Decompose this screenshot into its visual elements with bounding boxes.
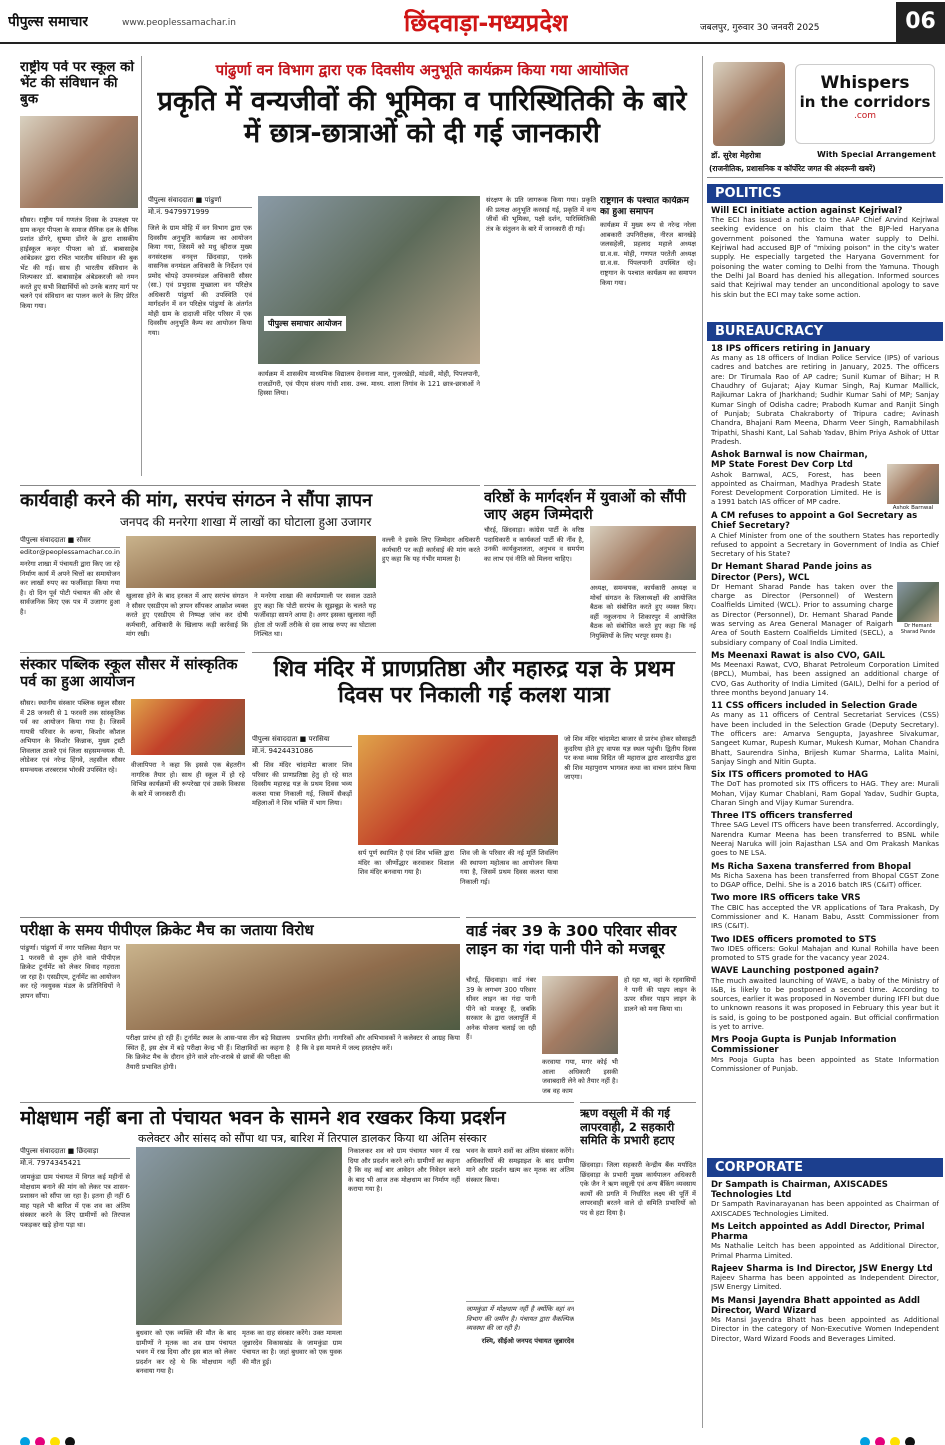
side-heading: राष्ट्रगान के पश्चात कार्यक्रम का हुआ समापन xyxy=(600,196,689,217)
sarpanch-text-2: खुलासा होने के बाद हरकत में आए सरपंच संगठन ने सौसर एसडीएम को ज्ञापन सौंपकर आक्रोश व्यक्त करते हुए एसडीएम से निष्पक्ष जांच कर दोषी कर्मचारी, अधिकारी के खिलाफ कड़ी कार्रवाई कि मांग रखी। xyxy=(126,592,248,639)
place: सौसर xyxy=(76,536,91,544)
place: परासिया xyxy=(308,735,330,743)
item-heading: Ms Richa Saxena transferred from Bhopal xyxy=(711,861,911,872)
lead-text-2: कार्यक्रम में शासकीय माध्यमिक विद्यालय देवनाला माल, गुजरखेड़ी, मांडवी, मोही, पिपलपानी, राजडोंगरी, एवं पीएम संजय गांधी शास. उच्च. माध्य. शाला तिगांव के 121 छात्र-छात्राओं ने हिस्सा लिया। xyxy=(258,370,480,398)
headline: परीक्षा के समय पीपीएल क्रिकेट मैच का जताया विरोध xyxy=(20,921,314,939)
article-constitution-book xyxy=(20,60,138,480)
headline: संस्कार पब्लिक स्कूल सौसर में सांस्कृतिक पर्व का हुआ आयोजन xyxy=(20,657,238,691)
item-heading: Two IDES officers promoted to STS xyxy=(711,934,877,945)
kicker: पांढुर्णा वन विभाग द्वारा एक दिवसीय अनुभूति कार्यक्रम किया गया आयोजित xyxy=(215,62,629,79)
headline: वरिष्ठों के मार्गदर्शन में युवाओं को सौंपी जाए अहम जिम्मेदारी xyxy=(484,490,686,524)
byline: पीपुल्स संवाददाता xyxy=(20,1147,66,1155)
phone: मो.नं. 9479971999 xyxy=(148,208,210,216)
item-body: Two IDES officers: Gokul Mahajan and Kunal Rohilla have been promoted to STS grade for the vacancy year 2024. xyxy=(711,944,939,963)
column-rule xyxy=(702,56,703,1428)
shiv-text-4: शिव जी के परिवार की नई मूर्ति शिवलिंग की स्थापना महोत्सव का आयोजन किया गया है, जिसमें प्रथम दिवस कलश यात्रा निकाली गई। xyxy=(460,849,558,886)
cremation-text-3: मृतक का दाह संस्कार करेंगे। उक्त मामला जुन्नारदेव विकासखंड के जामकुंडा ग्राम पंचायत का है। जहां बुधवार को एक युवक की मौत हुई। xyxy=(242,1329,342,1366)
portrait-caption: Dr Hemant Sharad Pande xyxy=(900,623,936,636)
byline-block: पीपुल्स संवाददाता ■ छिंदवाड़ा मो.नं. 7974345421 xyxy=(20,1147,130,1168)
side-text: कार्यक्रम में मुख्य रूप से नरेन्द्र नरेला आबकारी उपनिरीक्षक, नीरज बानखेड़े जलसहेली, प्रहलाद महाले अध्यक्ष ग्रा.व.स. मोही, गणपत परतेती अध्यक्ष ग्रा.व.स. पिंपलपानी उपस्थित रहे। राष्ट्रगान के पश्चात कार्यक्रम का समापन किया गया। xyxy=(600,221,696,287)
cyan-dot xyxy=(860,1437,870,1445)
protest-text-1: पांढुर्णा। पांढुर्णा में नगर पालिका मैदान पर 1 फरवरी से शुरू होने वाले पीपीएल क्रिकेट टूर्नामेंट को लेकर विवाद गहराता जा रहा है। एसडीएम, टूर्नामेंट का आयोजन कर रहे नवयुवक मंडल के प्रतिनिधियों ने ज्ञापन सौंपा। xyxy=(20,944,120,1000)
lead-photo xyxy=(258,196,480,364)
item-heading: Ashok Barnwal is now Chairman, MP State Forest Dev Corp Ltd xyxy=(711,450,868,471)
item-body: Dr Sampath Ravinarayanan has been appointed as Chairman of AXISCADES Technologies Limited. xyxy=(711,1200,939,1218)
column-rule xyxy=(141,56,142,476)
article-shiv-temple xyxy=(252,652,696,910)
protest-text-2: परीक्षा प्रारंभ हो रही हैं। टूर्नामेंट स्थल के आस-पास तीन बड़े विद्यालय स्थित हैं, इस क्षेत्र में बड़े परीक्षा केन्द्र भी हैं। शिक्षाविदों का कहना है कि क्रिकेट मैच के दौरान होने वाले शोर-शराबे से छात्रों की परीक्षा की तैयारी प्रभावित होगी। xyxy=(126,1034,290,1071)
article-youth xyxy=(484,485,696,645)
article-loan xyxy=(580,1102,696,1424)
article-sarpanch xyxy=(20,485,480,645)
byline-block: पीपुल्स संवाददाता ■ पांढुर्णा मो.नं. 9479971999 xyxy=(148,196,252,217)
portrait-caption: Ashok Barnwal xyxy=(892,505,934,512)
shiv-text-5: जो शिव मंदिर चांदामेटा बाजार से प्रारंभ होकर सोसाइटी कुदरिया होते हुए वापस यज्ञ स्थल पहुंची। द्वितीय दिवस पर कथा व्यास विदित जी महाराज द्वारा शारदापीठ द्वारा श्री शिव महापुराण भागवत कथा का वाचन प्रारंभ किया जाएगा। xyxy=(564,735,696,782)
quote-attribution: रश्मि, सीईओ जनपद पंचायत जुन्नारदेव xyxy=(481,1336,574,1345)
quote-box xyxy=(466,1301,574,1424)
youth-text-2: अध्यक्ष, समन्वयक, कार्यकारी अध्यक्ष व मोर्चा संगठन के जिलाध्यक्षों की आयोजित बैठक को संबोधित करते हुए व्यक्त किए। वहीं नकुलनाथ ने शिकारपुर में आयोजित बैठक को संबोधित करते हुए कहा कि नई नियुक्तियों के लिए भरपूर समय है। xyxy=(590,584,696,640)
item-heading: 18 IPS officers retiring in January xyxy=(711,344,871,354)
item-body: Three SAG Level ITS officers have been transferred. Accordingly, Narendra Kumar Meena has been transferred to BSNL while Neeraj Naruka will join Rajasthan LSA and Om Prakash Mankas goes to NE LSA. xyxy=(711,821,939,858)
headline: ऋण वसूली में की गई लापरवाही, 2 सहकारी समिति के प्रभारी हटाए xyxy=(580,1106,675,1148)
shiv-text-2: श्री शिव मंदिर चांदामेटा बाजार शिव परिवार की प्राणप्रतिष्ठा हेतु हो रहे सात दिवसीय महारुद्र यज्ञ के प्रथम दिवस भव्य कलश यात्रा निकाली गई, जिसमें सैकड़ों महिलाओं ने शिव भक्ति में भाग लिया। xyxy=(252,761,352,808)
byline: पीपुल्स संवाददाता xyxy=(252,735,298,743)
youth-photo xyxy=(590,526,696,580)
portrait-photo xyxy=(897,582,939,622)
author-photo xyxy=(713,62,785,146)
section-title: छिंदवाड़ा-मध्यप्रदेश xyxy=(404,9,569,37)
article-ward-sewer xyxy=(466,917,696,1095)
item-body: Ms Meenaxi Rawat, CVO, Bharat Petroleum Corporation Limited (BPCL), Mumbai, has been assigned an additional charge of CVO, Gas Authority of India Limited (GAIL), Delhi for a period of three months beyond January 14. xyxy=(711,661,939,697)
item-heading: WAVE Launching postponed again? xyxy=(711,966,879,977)
bureaucracy-band: BUREAUCRACY xyxy=(707,322,943,341)
masthead: पीपुल्स समाचार xyxy=(8,14,89,30)
item-heading: Rajeev Sharma is Ind Director, JSW Energy Ltd xyxy=(711,1263,933,1274)
sanskar-text-cont: वीजापिपरा ने कहा कि इससे एक बेहतरीन नागरिक तैयार हो। साथ ही स्कूल में हो रहे विभिन्न कार्यक्रमों की रूपरेखा एवं उसके विकास के बारे में जानकारी दी। xyxy=(131,761,245,798)
ward-text-2: करवाया गया, मगर कोई भी आला अधिकारी इसकी जवाबदारी लेने को तैयार नहीं है। जब वह काम xyxy=(542,1058,618,1095)
phone: मो.नं. 9424431086 xyxy=(252,747,314,755)
black-dot xyxy=(65,1437,75,1445)
item-heading: A CM refuses to appoint a GoI Secretary as Chief Secretary? xyxy=(711,511,918,532)
lead-article xyxy=(148,62,696,482)
item-body: Rajeev Sharma has been appointed as Independent Director, JSW Energy Limited. xyxy=(711,1274,939,1292)
tagline: (राजनीतिक, प्रशासनिक व कॉर्पोरेट जगत की अंदरूनी खबरें) xyxy=(709,164,876,173)
headline: राष्ट्रीय पर्व पर स्कूल को भेंट की संविधान की बुक xyxy=(20,60,135,107)
item-body: As many as 18 officers of Indian Police Service (IPS) of various cadres and batches are retiring in January, 2025. The officers are: Dr Tirumala Rao of AP cadre; Sunil Kumar of Bihar; H R Chaudhry of Gujarat; Ajay Kumar Singh, Raj Kumar Mallick, Rajkumar Lakra of Jharkhand; Sudhir Kumar Sahi of MP; Sanjay Kumar Singh of Odisha cadre; Prabodh Kumar and Ranjit Singh of Punjab; Subrata Chakraborty of Tripura cadre; Avinash Chandra, Bhajani Ram Meena, Dharm Veer Singh, Ramabhilash Tripathi, Shashi Kant, Lal Sahab Yadav, Bhim Priya Ashok of Uttar Pradesh. xyxy=(711,354,939,446)
item-body: Ms Richa Saxena has been transferred from Bhopal CGST Zone to DGAP office, Delhi. She is a 2016 batch IRS (C&IT) officer. xyxy=(711,871,939,890)
item-heading: Three ITS officers transferred xyxy=(711,811,853,822)
headline: प्रकृति में वन्यजीवों की भूमिका व पारिस्थितिकी के बारे में छात्र-छात्राओं को दी गई जानकारी xyxy=(157,85,687,149)
item-heading: Dr Sampath is Chairman, AXISCADES Technologies Ltd xyxy=(711,1180,888,1201)
article-cricket-protest xyxy=(20,917,460,1095)
item-body: As many as 11 officers of Central Secretariat Services (CSS) have been included in the Selection Grade (Deputy Secretary). The officers are: Amarva Sengupta, Jayashree Sivakumar, Sangeet Kumar, Rupesh Kumar, Mukesh Kumar, Mohan Chandra Bhatt, Saurendra Sinha, Brijesh Kumar Sharma, Lalita Maini, Sanjay Singh and Nitin Gupta. xyxy=(711,711,939,766)
cmyk-marks xyxy=(860,1432,915,1445)
whispers-banner xyxy=(707,58,943,178)
cremation-text-1: जामकुंडा ग्राम पंचायत में विगत कई महीनों से मोक्षधाम बनाने की मांग को लेकर पत्र शासन-प्रशासन को सौंपा जा रहा है। इतना ही नहीं 6 माह पहले भी बारिश में एक शव का अंतिम संस्कार करने के लिए ग्रामीणों को तिरपाल पकड़कर खड़े होना पड़ा था। xyxy=(20,1173,130,1229)
item-body: Ms Mansi Jayendra Bhatt has been appointed as Additional Director in the category of Non-Executive Women Independent Director, Ward Wizard Foods and Beverages Limited. xyxy=(711,1316,939,1343)
item-heading: Dr Hemant Sharad Pande joins as Director (Pers), WCL xyxy=(711,562,872,583)
byline-block: पीपुल्स संवाददाता ■ सौसर editor@peoplessamachar.co.in xyxy=(20,536,120,556)
yellow-dot xyxy=(890,1437,900,1445)
article-cremation xyxy=(20,1102,574,1424)
cremation-photo xyxy=(136,1147,342,1325)
brand-line1: Whispers xyxy=(820,73,910,93)
cremation-text-4: निकालकर शव को ग्राम पंचायत भवन में रख दिया और प्रदर्शन करने लगे। ग्रामीणों का कहना है कि वह कई बार आवेदन और निवेदन करने के बाद भी आज तक मोक्षधाम का निर्माण नहीं कराया गया है। xyxy=(348,1147,460,1194)
magenta-dot xyxy=(35,1437,45,1445)
item-body: The ECI has issued a notice to the AAP Chief Arvind Kejriwal seeking evidence on his claim that the BJP-led Haryana government poisoned the Yamuna water supply to Delhi. Kejriwal had accused BJP of "mixing poison" in the city's water supply. He especially targeted the Haryana Government for poisoning the water coming to Delhi from the Yamuna. Though the Delhi Jal Board has denied his allegation. Informed sources said that Kejriwal may tender an unconditional apology to save his skin but the ECI may take some action. xyxy=(711,216,939,299)
item-body: The much awaited launching of WAVE, a baby of the Ministry of I&B, is likely to be postponed a second time. According to sources, earlier it was proposed in November during IFFI but due to unknown reasons it was proposed in February this year but it is said, is going to be postponed again. But official confirmation is yet to arrive. xyxy=(711,976,939,1031)
cyan-dot xyxy=(20,1437,30,1445)
sarpanch-photo xyxy=(126,536,376,588)
brand-line2: in the corridors xyxy=(799,93,931,111)
article-sanskar xyxy=(20,652,245,910)
phone: मो.नं. 7974345421 xyxy=(20,1159,82,1167)
sanskar-text: सौसर। स्थानीय संस्कार पब्लिक स्कूल सौसर में 28 जनवरी से 1 फरवरी तक सांस्कृतिक पर्व का आयोजन किया गया है। जिसमें गायत्री परिवार के कन्या, किशोर कौशल अभियान के किशोर किन्नाक, मुख्य ट्रस्टी शिवलाल ठाकरे एवं जिला सहसमन्वयक पी. लोडेकर एवं नरेन्द्र हिंगवे, तहसील सौसर समन्वयक शरबरराव भोरकी उपस्थित रहे। xyxy=(20,699,125,774)
headline: कार्यवाही करने की मांग, सरपंच संगठन ने सौंपा ज्ञापन xyxy=(20,490,373,511)
lead-sidebox xyxy=(600,196,696,466)
loan-text: छिंदवाड़ा। जिला सहकारी केन्द्रीय बैंक मर्यादित छिंदवाड़ा के प्रभारी मुख्य कार्यपालन अधिकारी एके जैन ने ऋण वसूली एवं अन्य बैंकिंग व्यवसाय कार्यों की प्रगति में निर्धारित लक्ष्य की पूर्ति में लापरवाही बरतने वाले दो समिति प्रभारियों को पद से हटा दिया है। xyxy=(580,1161,696,1217)
sarpanch-text-3: ने मनरेगा शाखा की कार्यप्रणाली पर सवाल उठाते हुए कहा कि पोटी सरपंच के सूझबूझ के चलते यह फर्जीवाड़ा सामने आया है। अगर इसका खुलासा नहीं होता तो फर्जी तरीके से दस लाख रुपए का घोटाला निश्चित था। xyxy=(254,592,376,639)
cremation-text-5: भवन के सामने शवों का अंतिम संस्कार करेंगे। अधिकारियों की समझाइश के बाद ग्रामीण माने और प्रदर्शन खत्म कर मृतक का अंतिम संस्कार किया। xyxy=(466,1147,574,1184)
item-body: Ashok Barnwal, ACS, Forest, has been appointed as Chairman, Madhya Pradesh State Forest Development Corporation Limited. He is a 1991 batch IAS officer of MP cadre. xyxy=(711,470,881,507)
protest-photo xyxy=(126,944,460,1030)
place: छिंदवाड़ा xyxy=(76,1147,99,1155)
item-body: The CBIC has accepted the VR applications of Tara Prakash, Dy Commissioner and K. Hanam Babu, Asstt Commissioner from IRS (C&IT). xyxy=(711,903,939,931)
page-number: 06 xyxy=(896,2,945,42)
item-heading: Six ITS officers promoted to HAG xyxy=(711,770,869,781)
ward-photo xyxy=(542,976,618,1054)
byline: पीपुल्स संवाददाता xyxy=(148,196,194,204)
photo-caption: पीपुल्स समाचार आयोजन xyxy=(264,316,346,331)
item-body: Ms Nathalie Leitch has been appointed as Additional Director, Primal Pharma Limited. xyxy=(711,1242,939,1260)
page-header xyxy=(0,0,945,44)
author-name: डॉ. सुरेश मेहरोत्रा xyxy=(711,151,761,160)
shiv-photo xyxy=(358,735,558,845)
bureaucracy-items xyxy=(711,344,939,1156)
politics-band: POLITICS xyxy=(707,184,943,203)
item-heading: Mrs Pooja Gupta is Punjab Information Commissioner xyxy=(711,1035,897,1056)
sarpanch-text-1: मनरेगा शाखा में पंचायती द्वारा किए जा रहे निर्माण कार्य में अपने चित्तों का समायोजन कर लाखों रुपए का फर्जीवाड़ा किया गया है। दो दिन पूर्व पोटी पंचायत की ओर से सार्वजनिक किए एक पत्र में उजागर हुआ है। xyxy=(20,560,120,616)
arrangement: With Special Arrangement xyxy=(817,150,936,159)
subhead: जनपद की मनरेगा शाखा में लाखों का घोटाला हुआ उजागर xyxy=(120,515,372,530)
item-heading: 11 CSS officers included in Selection Grade xyxy=(711,701,918,712)
item-body: Mrs Pooja Gupta has been appointed as State Information Commissioner of Punjab. xyxy=(711,1055,939,1073)
cmyk-marks xyxy=(20,1432,75,1445)
politics-item xyxy=(711,206,939,300)
item-heading: Ms Leitch appointed as Addl Director, Primal Pharma xyxy=(711,1221,925,1243)
magenta-dot xyxy=(875,1437,885,1445)
dateline: जबलपुर, गुरुवार 30 जनवरी 2025 xyxy=(700,23,820,33)
brand-suffix: .com xyxy=(853,111,877,121)
corporate-band: CORPORATE xyxy=(707,1158,943,1177)
item-body: The DoT has promoted six ITS officers to HAG. They are: Murali Mohan, Vijay Kumar Chablani, Ram Gopal Yadav, Sudhir Gupta, Charan Singh and Vijay Kumar Surendra. xyxy=(711,780,939,807)
article-text: सौसर। राष्ट्रीय पर्व गणतंत्र दिवस के उपलक्ष्य पर ग्राम कन्हर पीपला के समाज सैनिक दल के सैनिक प्रशांत डोंगरे, सुषमा डोंगरे के द्वारा शासकीय हाईस्कूल कन्हर पीपला को डॉ. बाबासाहेब आंबेडकर द्वारा रचित भारतीय संविधान की बुक भेंट की गई। साथ ही भारतीय संविधान के शिल्पकार डॉ. बाबासाहेब अंबेडकरजी को नमन करते हुए सभी विद्यार्थियों को उनके बताए मार्ग पर चलने एवं संविधान का पालन करने के लिए प्रेरित किया गया। xyxy=(20,216,138,310)
sidebar-whispers xyxy=(707,58,943,1420)
quote: जामकुंडा में मोक्षधाम नहीं है क्योंकि वहां वन विभाग की जमीन है। पंचायत द्वारा वैकल्पिक व्यवस्था की जा रही है। xyxy=(466,1305,574,1333)
place: पांढुर्णा xyxy=(204,196,222,204)
email: editor@peoplessamachar.co.in xyxy=(20,548,120,556)
byline: पीपुल्स संवाददाता xyxy=(20,536,66,544)
print-registration-bar xyxy=(0,1430,945,1445)
byline-block: पीपुल्स संवाददाता ■ परासिया मो.नं. 9424431086 xyxy=(252,735,352,756)
corporate-items xyxy=(711,1180,939,1420)
item-heading: Ms Mansi Jayendra Bhatt appointed as Addl Director, Ward Wizard xyxy=(711,1295,920,1316)
youth-text-1: चौरई, छिंदवाड़ा। कांग्रेस पार्टी के वरिष्ठ पदाधिकारी व कार्यकर्ता पार्टी की नींव है, उनकी कार्यकुशलता, अनुभव व समर्पण का लाभ एवं नीति को मिलना चाहिए। xyxy=(484,526,584,563)
portrait-photo xyxy=(887,464,939,504)
headline: मोक्षधाम नहीं बना तो पंचायत भवन के सामने शव रखकर किया प्रदर्शन xyxy=(20,1107,506,1129)
ward-text-1: चौरई, छिंदवाड़ा। वार्ड नंबर 39 के लगभग 300 परिवार सीवर लाइन का गंदा पानी पीने को मजबूर हैं, जबकि सरकार के द्वारा जलापूर्ति में अनेक योजना चलाई जा रही हैं। xyxy=(466,976,536,1042)
website-url: www.peoplessamachar.in xyxy=(122,18,236,28)
item-body: Dr Hemant Sharad Pande has taken over the charge as Director (Personnel) of Western Coalfields Limited (WCL). Prior to assuming charge as Director (Personnel), Dr. Hemant Sharad Pande was serving as Area General Manager of Raigarh Area of South Eastern Coalfields Limited (SECL), a subsidiary company of Coal India Limited. xyxy=(711,582,893,647)
item-heading: Two more IRS officers take VRS xyxy=(711,893,861,904)
ward-text-3: हो रहा था, वहां के रहवासियों ने पानी की पाइप लाइन के ऊपर सीवर पाइप लाइन के डालने को मना किया था। xyxy=(624,976,696,1013)
headline: शिव मंदिर में प्राणप्रतिष्ठा और महारुद्र यज्ञ के प्रथम दिवस पर निकाली गई कलश यात्रा xyxy=(273,657,675,708)
headline: वार्ड नंबर 39 के 300 परिवार सीवर लाइन का गंदा पानी पीने को मजबूर xyxy=(466,922,677,959)
cremation-text-2: बुधवार को एक व्यक्ति की मौत के बाद ग्रामीणों ने मृतक का शव ग्राम पंचायत भवन में रख दिया और इस बात को लेकर प्रदर्शन कर रहे थे कि मोक्षधाम नहीं बनवाया गया है। xyxy=(136,1329,236,1376)
item-heading: Ms Meenaxi Rawat is also CVO, GAIL xyxy=(711,650,885,661)
black-dot xyxy=(905,1437,915,1445)
sanskar-photo xyxy=(131,699,245,755)
item-body: A Chief Minister from one of the southern States has reportedly refused to appoint a Secretary in Government of India as Chief Secretary of his State? xyxy=(711,531,939,559)
yellow-dot xyxy=(50,1437,60,1445)
shiv-text-3: सर्प पूर्ण स्थापित है एवं शिव भक्ति द्वारा मंदिर का जीर्णोद्धार करवाकर विशाल शिव मंदिर बनवाया गया है। xyxy=(358,849,454,877)
subhead: कलेक्टर और सांसद को सौंपा था पत्र, बारिश में तिरपाल डालकर किया था अंतिम संस्कार xyxy=(138,1132,487,1146)
brand-logo xyxy=(795,64,935,144)
protest-text-3: प्रभावित होगी। नागरिकों और अभिभावकों ने कलेक्टर से आग्रह किया है कि वे इस मामले में जल्द हस्तक्षेप करें। xyxy=(296,1034,460,1052)
sarpanch-text-4: वल्ली ने इसके लिए जिम्मेदार अधिकारी कर्मचारी पर कड़ी कार्रवाई की मांग करते हुए कहा कि यह गंभीर मामला है। xyxy=(382,536,480,564)
lead-text-3: संरक्षण के प्रति जागरूक किया गया। प्रकृति की प्रत्यक्ष अनुभूति करवाई गई, प्रकृति में वन्य जीवों की भूमिका, पक्षी दर्शन, पारिस्थितिकी तंत्र के संतुलन के बारे में जानकारी दी गई। xyxy=(486,196,596,233)
article-photo xyxy=(20,116,138,208)
lead-text-1: जिले के ग्राम मोहि में वन विभाग द्वारा एक दिवसीय अनुभूति कार्यक्रम का आयोजन किया गया, जिसमें को मधु व्हीराज मुख्य वनसंरक्षक वनवृत्त छिंदवाड़ा, एलके वासनिक वनमंडल अधिकारी के निर्देशन एवं प्रमोद चोपड़े उपवनमंडल अधिकारी सौसर (सा.) एवं प्रभुदास मुच्छाला वन परिक्षेत्र अधिकारी पांढुर्णा की उपस्थिति एवं मार्गदर्शन में वन परिक्षेत्र पांढुर्णा के अंतर्गत मोही ग्राम के दादाजी मंदिर परिसर में एक दिवसीय अनुभूति कैम्प का आयोजन किया गया। xyxy=(148,224,252,338)
item-heading: Will ECI initiate action against Kejriwal? xyxy=(711,206,903,216)
